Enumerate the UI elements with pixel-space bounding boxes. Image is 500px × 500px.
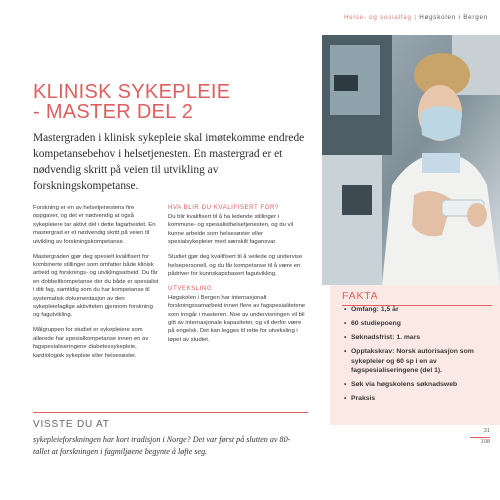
bullet-icon: • xyxy=(344,395,347,403)
body-column-1 xyxy=(33,204,159,366)
qualification-paragraph: Du blir kvalifisert til å ha ledende stillinger i kommune- og spesialisthelsetjenesten, og du vil kunne arbeide som helsesøster eller spesialsykepleier med særskilt fagansvar. xyxy=(168,214,294,246)
bullet-icon: • xyxy=(344,381,347,389)
title-line-2: - MASTER DEL 2 xyxy=(33,101,194,123)
bullet-icon: • xyxy=(344,320,347,328)
header-institution: Høgskolen i Bergen xyxy=(419,14,488,21)
did-you-know-text: sykepleieforskningen har kort tradisjon i Norge? Det var først på slutten av 80-tallet at forskningen i fagmiljøene begynte å løfte seg. xyxy=(33,435,291,456)
did-you-know-divider xyxy=(33,412,308,413)
bullet-icon: • xyxy=(344,334,347,342)
title-line-1: KLINISK SYKEPLEIE xyxy=(33,81,231,103)
facts-box xyxy=(330,285,500,425)
facts-item: • Opptakskrav: Norsk autorisasjon som sykepleier og 60 sp i en av fagspesialiseringene (del 1). xyxy=(344,348,474,375)
lead-paragraph: Mastergraden i klinisk sykepleie skal imøtekomme endrede kompetansebehov i helsetjenesten. En mastergrad er et nødvendig skritt på veien til utvikling av forskningskompetanse. xyxy=(33,132,305,192)
exchange-heading: UTVEKSLING xyxy=(168,284,213,292)
column1-paragraph: Mastergraden gjør deg spesielt kvalifisert for kombinerte stillinger som omfatter både klinisk arbeid og forsknings- og utviklingsarbeid. Du får en dobbeltkompetanse der du både er spesialist i ditt fag, samtidig som du har kompetanse til systematisk dokumentasjon av den sykepleiefaglige aktiviteten gjennom forskning og fagutvikling. xyxy=(33,253,159,319)
facts-item: • Praksis xyxy=(344,395,376,403)
page-numbers xyxy=(470,428,490,445)
qualification-heading: HVA BLIR DU KVALIFISERT FOR? xyxy=(168,204,279,211)
running-header xyxy=(344,14,488,21)
page-title xyxy=(33,82,230,122)
page-number-divider xyxy=(470,437,490,438)
header-section: Helse- og sosialfag xyxy=(343,14,412,21)
facts-item: • Omfang: 1,5 år xyxy=(344,306,399,313)
did-you-know-heading: VISSTE DU AT xyxy=(33,419,110,430)
did-you-know-box xyxy=(33,412,308,492)
page-number-second: 108 xyxy=(480,439,490,445)
exchange-paragraph: Høgskolen i Bergen har internasjonalt forskningssamarbeid innen flere av fagspesialitetene som inngår i masteren. Noe av undervisningen vil bli gitt av internasjonale kapasiteter, og vil derfor være på engelsk. Det kan legges til rette for utveksling i løpet av studiet. xyxy=(168,294,306,343)
nurse-photo xyxy=(322,35,500,285)
bullet-icon: • xyxy=(344,348,347,356)
facts-item: • Søknadsfrist: 1. mars xyxy=(344,334,421,342)
facts-item: • 60 studiepoeng xyxy=(344,320,401,328)
facts-item: • Søk via høgskolens søknadsweb xyxy=(344,381,458,389)
body-column-2 xyxy=(168,204,308,351)
column1-paragraph: Forskning er en av helsetjenestens fire oppgaver, og det er nødvendig at også sykepleiere tar aktivt del i dette fagarbeidet. En mastergrad er et nødvendig skritt på veien til utvikling av forskningskompetanse. xyxy=(33,205,156,245)
column1-paragraph: Målgruppen for studiet er sykepleiere som allerede har spesialkompetanse innen en av fagspesialiseringene diabetessykepleie, kardiologisk sykepleie eller helsesøster. xyxy=(33,327,149,359)
facts-list xyxy=(344,305,496,408)
page-number-first: 31 xyxy=(483,428,490,434)
bullet-icon: • xyxy=(344,306,347,313)
qualification-paragraph: Studiet gjør deg kvalifisert til å veilede og undervise helsepersonell, og du får kompetanse til å være en pådriver for kunnskapsbasert fagutvikling. xyxy=(168,254,303,277)
facts-heading: FAKTA xyxy=(342,290,379,302)
header-separator: | xyxy=(414,14,417,21)
